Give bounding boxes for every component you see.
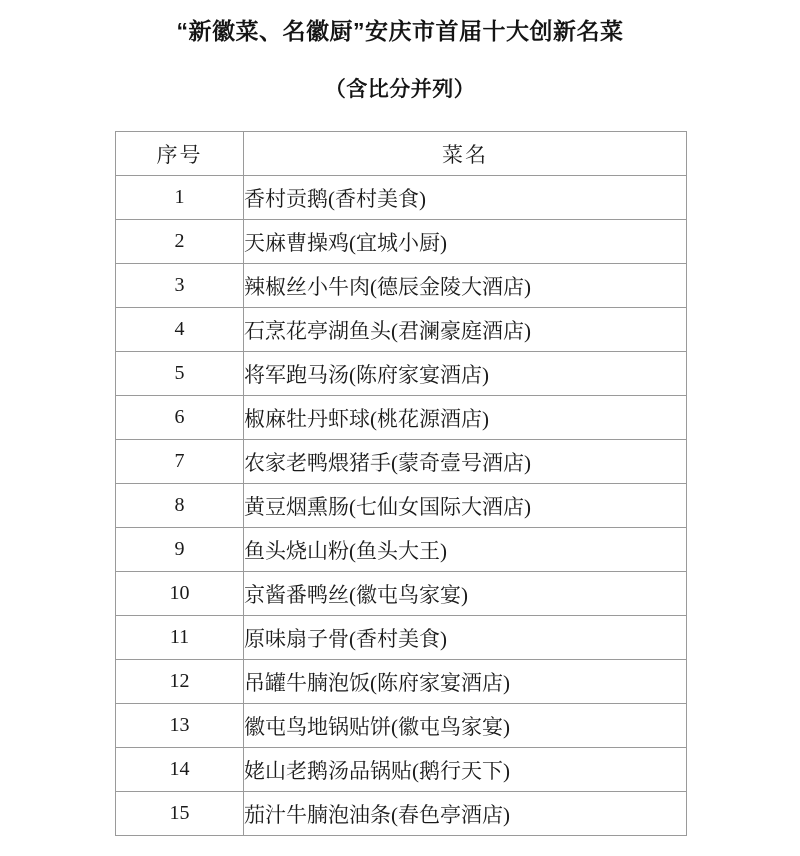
table-body [116,176,687,836]
cell-dish-name: 香村贡鹅(香村美食) [244,176,687,220]
cell-dish-name: 天麻曹操鸡(宜城小厨) [244,220,687,264]
dish-table-container [115,131,686,836]
cell-dish-name: 椒麻牡丹虾球(桃花源酒店) [244,396,687,440]
cell-index: 1 [116,176,244,220]
cell-index: 11 [116,616,244,660]
cell-dish-name: 姥山老鹅汤品锅贴(鹅行天下) [244,748,687,792]
cell-dish-name: 吊罐牛腩泡饭(陈府家宴酒店) [244,660,687,704]
title-block [0,0,800,105]
cell-dish-name: 农家老鸭煨猪手(蒙奇壹号酒店) [244,440,687,484]
table-row [116,616,687,660]
table-row [116,264,687,308]
table-row [116,528,687,572]
cell-index: 15 [116,792,244,836]
cell-index: 9 [116,528,244,572]
page-subtitle: （含比分并列） [324,78,476,101]
cell-dish-name: 将军跑马汤(陈府家宴酒店) [244,352,687,396]
cell-index: 12 [116,660,244,704]
cell-index: 10 [116,572,244,616]
table-row [116,792,687,836]
table-header-row [116,132,687,176]
table-row [116,484,687,528]
cell-index: 13 [116,704,244,748]
cell-dish-name: 京酱番鸭丝(徽屯鸟家宴) [244,572,687,616]
table-row [116,748,687,792]
cell-index: 6 [116,396,244,440]
table-row [116,704,687,748]
table-row [116,396,687,440]
cell-index: 14 [116,748,244,792]
page-title: “新徽菜、名徽厨”安庆市首届十大创新名菜 [176,18,624,44]
table-row [116,440,687,484]
dish-table [115,131,687,836]
cell-index: 7 [116,440,244,484]
column-header-index: 序号 [116,132,244,176]
cell-dish-name: 徽屯鸟地锅贴饼(徽屯鸟家宴) [244,704,687,748]
cell-dish-name: 石烹花亭湖鱼头(君澜豪庭酒店) [244,308,687,352]
table-row [116,176,687,220]
table-header [116,132,687,176]
cell-dish-name: 黄豆烟熏肠(七仙女国际大酒店) [244,484,687,528]
table-row [116,308,687,352]
cell-index: 4 [116,308,244,352]
cell-dish-name: 茄汁牛腩泡油条(春色亭酒店) [244,792,687,836]
table-row [116,352,687,396]
cell-index: 2 [116,220,244,264]
table-row [116,572,687,616]
cell-dish-name: 辣椒丝小牛肉(德辰金陵大酒店) [244,264,687,308]
cell-index: 3 [116,264,244,308]
table-row [116,220,687,264]
table-row [116,660,687,704]
cell-dish-name: 鱼头烧山粉(鱼头大王) [244,528,687,572]
cell-index: 5 [116,352,244,396]
column-header-name: 菜名 [244,132,687,176]
cell-dish-name: 原味扇子骨(香村美食) [244,616,687,660]
cell-index: 8 [116,484,244,528]
